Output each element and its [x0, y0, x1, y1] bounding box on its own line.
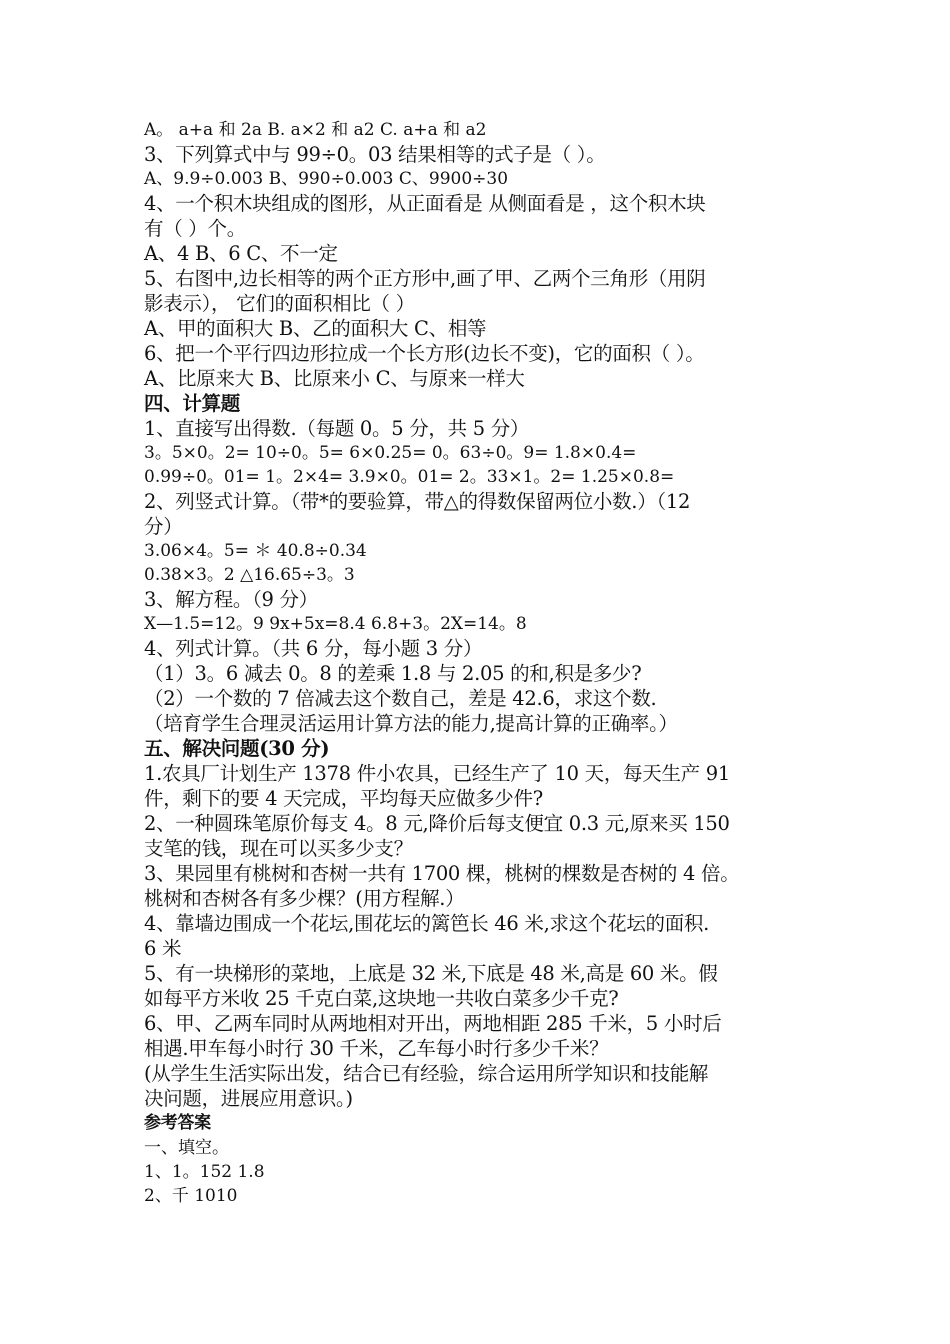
- section-heading: 四、计算题: [144, 392, 241, 415]
- text-line: 2、一种圆珠笔原价每支 4。8 元,降价后每支便宜 0.3 元,原来买 150: [144, 812, 730, 835]
- text-line: （1）3。6 减去 0。8 的差乘 1.8 与 2.05 的和,积是多少?: [144, 662, 642, 685]
- text-line: A、4 B、6 C、不一定: [144, 242, 338, 265]
- text-line: 1.农具厂计划生产 1378 件小农具，已经生产了 10 天，每天生产 91: [144, 762, 730, 785]
- text-line: A。 a+a 和 2a B. a×2 和 a2 C. a+a 和 a2: [144, 120, 487, 140]
- section-heading: 五、解决问题(30 分): [144, 737, 330, 760]
- text-line: A、比原来大 B、比原来小 C、与原来一样大: [144, 367, 525, 390]
- text-line: 决问题，进展应用意识。): [144, 1087, 353, 1110]
- section-heading: 参考答案: [144, 1113, 211, 1133]
- text-line: A、9.9÷0.003 B、990÷0.003 C、9900÷30: [144, 169, 509, 189]
- text-line: 5、右图中,边长相等的两个正方形中,画了甲、乙两个三角形（用阴: [144, 267, 706, 290]
- document-body: [144, 118, 824, 1208]
- text-line: 件，剩下的要 4 天完成，平均每天应做多少件?: [144, 787, 543, 810]
- text-line: 桃树和杏树各有多少棵？(用方程解.）: [144, 887, 465, 910]
- text-line: 相遇.甲车每小时行 30 千米，乙车每小时行多少千米？: [144, 1037, 609, 1060]
- text-line: 3、下列算式中与 99÷0。03 结果相等的式子是（ ）。: [144, 143, 606, 166]
- text-line: 1、1。152 1.8: [144, 1162, 265, 1182]
- text-line: A、甲的面积大 B、乙的面积大 C、相等: [144, 317, 487, 340]
- text-line: 0.99÷0。01= 1。2×4= 3.9×0。01= 2。33×1。2= 1.25×0.8=: [144, 467, 675, 487]
- text-line: 1、直接写出得数.（每题 0。5 分，共 5 分）: [144, 417, 530, 440]
- text-line: 3。5×0。2= 10÷0。5= 6×0.25= 0。63÷0。9= 1.8×0.4=: [144, 443, 637, 463]
- text-line: X—1.5=12。9 9x+5x=8.4 6.8+3。2X=14。8: [144, 614, 527, 634]
- text-line: 3.06×4。5= ＊ 40.8÷0.34: [144, 541, 367, 561]
- text-line: 2、列竖式计算。（带*的要验算，带△的得数保留两位小数.）（12: [144, 490, 691, 513]
- text-line: 2、千 1010: [144, 1186, 238, 1206]
- text-line: 影表示）， 它们的面积相比（ ）: [144, 292, 415, 315]
- text-line: 3、果园里有桃树和杏树一共有 1700 棵，桃树的棵数是杏树的 4 倍。: [144, 862, 740, 885]
- text-line: （培育学生合理灵活运用计算方法的能力,提高计算的正确率。）: [144, 712, 678, 735]
- text-line: (从学生生活实际出发，结合已有经验，综合运用所学知识和技能解: [144, 1062, 709, 1085]
- text-line: 3、解方程。（9 分）: [144, 588, 318, 611]
- text-line: 0.38×3。2 △16.65÷3。3: [144, 565, 355, 585]
- text-line: 6、甲、乙两车同时从两地相对开出，两地相距 285 千米，5 小时后: [144, 1012, 722, 1035]
- text-line: （2）一个数的 7 倍减去这个数自己，差是 42.6，求这个数.: [144, 687, 657, 710]
- text-line: 4、靠墙边围成一个花坛,围花坛的篱笆长 46 米,求这个花坛的面积.: [144, 912, 710, 935]
- text-line: 6 米: [144, 937, 182, 960]
- text-line: 如每平方米收 25 千克白菜,这块地一共收白菜多少千克?: [144, 987, 619, 1010]
- text-line: 5、有一块梯形的菜地，上底是 32 米,下底是 48 米,高是 60 米。假: [144, 962, 718, 985]
- text-line: 6、把一个平行四边形拉成一个长方形(边长不变)，它的面积（ ）。: [144, 342, 705, 365]
- text-line: 一、填空。: [144, 1138, 229, 1158]
- text-line: 支笔的钱，现在可以买多少支？: [144, 837, 413, 860]
- text-line: 分）: [144, 515, 183, 538]
- text-line: 4、列式计算。（共 6 分，每小题 3 分）: [144, 637, 483, 660]
- text-line: 4、一个积木块组成的图形，从正面看是 从侧面看是 ，这个积木块: [144, 192, 706, 215]
- text-line: 有（ ）个。: [144, 217, 246, 240]
